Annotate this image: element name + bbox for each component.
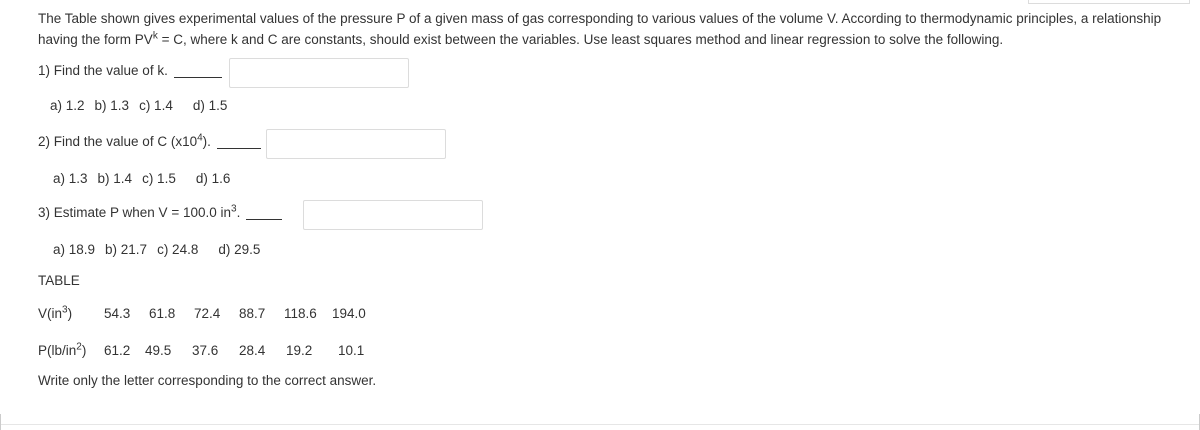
- pressure-value: 61.2: [104, 343, 131, 358]
- intro-line-2-post: = C, where k and C are constants, should exist between the variables. Use least squares method and linear regression to solve the following.: [157, 32, 1004, 47]
- question-3-blank: [246, 218, 282, 220]
- intro-line-2: [38, 29, 1188, 50]
- option-b: b) 1.4: [97, 171, 133, 186]
- volume-value: 118.6: [284, 306, 317, 321]
- volume-value: 54.3: [104, 306, 131, 321]
- question-2-blank: [217, 147, 261, 149]
- pressure-value: 37.6: [192, 343, 219, 358]
- pressure-label-exponent: 2: [76, 341, 82, 353]
- option-c: c) 1.4: [139, 98, 173, 113]
- option-d: d) 29.5: [218, 242, 261, 257]
- question-3-text: [38, 205, 240, 220]
- bottom-right-edge: [1193, 414, 1200, 430]
- intro-line-2-pre: having the form PV: [38, 32, 153, 47]
- question-2: [38, 134, 261, 149]
- pressure-value: 49.5: [145, 343, 172, 358]
- volume-label-exponent: 3: [62, 304, 68, 316]
- volume-label-pre: V(in: [38, 306, 63, 321]
- option-a: a) 1.3: [53, 171, 88, 186]
- option-b: b) 1.3: [94, 98, 130, 113]
- volume-value: 61.8: [149, 306, 176, 321]
- option-a: a) 18.9: [53, 242, 96, 257]
- bottom-left-edge: [0, 414, 7, 430]
- table-title: TABLE: [38, 273, 80, 288]
- pressure-label-pre: P(lb/in: [38, 343, 77, 358]
- volume-label-post: ): [67, 306, 73, 321]
- question-3: [38, 205, 282, 220]
- question-3-exponent: 3: [231, 203, 237, 215]
- question-1-options: [50, 98, 237, 113]
- question-1-text: 1) Find the value of k.: [38, 63, 168, 78]
- option-d: d) 1.6: [195, 171, 231, 186]
- top-input-fragment: [1028, 0, 1190, 4]
- answer-input-k[interactable]: [229, 58, 409, 88]
- answer-input-c[interactable]: [266, 129, 446, 159]
- pressure-value: 28.4: [239, 343, 266, 358]
- question-2-options: [53, 171, 240, 186]
- intro-line-1: The Table shown gives experimental values of the pressure P of a given mass of gas corresponding to various values of the volume V. According to thermodynamic principles, a relationship: [38, 11, 1162, 26]
- option-c: c) 1.5: [142, 171, 176, 186]
- table-row-pressure: [38, 343, 364, 358]
- pressure-label: [38, 343, 104, 358]
- table-row-volume: [38, 306, 366, 321]
- problem-statement: [38, 8, 1188, 50]
- bottom-divider: [0, 424, 1200, 425]
- question-3-text-pre: 3) Estimate P when V = 100.0 in: [38, 205, 231, 220]
- intro-exponent: k: [152, 30, 158, 42]
- option-d: d) 1.5: [192, 98, 228, 113]
- question-3-text-post: .: [236, 205, 241, 220]
- pressure-value: 10.1: [338, 343, 365, 358]
- pressure-value: 19.2: [286, 343, 313, 358]
- option-c: c) 24.8: [157, 242, 199, 257]
- volume-value: 194.0: [332, 306, 366, 321]
- volume-value: 72.4: [194, 306, 221, 321]
- volume-label: [38, 306, 104, 321]
- volume-value: 88.7: [239, 306, 266, 321]
- option-b: b) 21.7: [105, 242, 148, 257]
- question-2-text-pre: 2) Find the value of C (x10: [38, 134, 198, 149]
- question-2-text: [38, 134, 211, 149]
- question-2-text-post: ).: [202, 134, 211, 149]
- instruction-text: Write only the letter corresponding to the correct answer.: [38, 373, 377, 388]
- question-1: [38, 63, 222, 78]
- option-a: a) 1.2: [50, 98, 85, 113]
- question-3-options: [53, 242, 270, 257]
- question-2-exponent: 4: [197, 132, 203, 144]
- answer-input-p[interactable]: [303, 200, 483, 230]
- pressure-label-post: ): [81, 343, 87, 358]
- question-1-blank: [174, 76, 222, 78]
